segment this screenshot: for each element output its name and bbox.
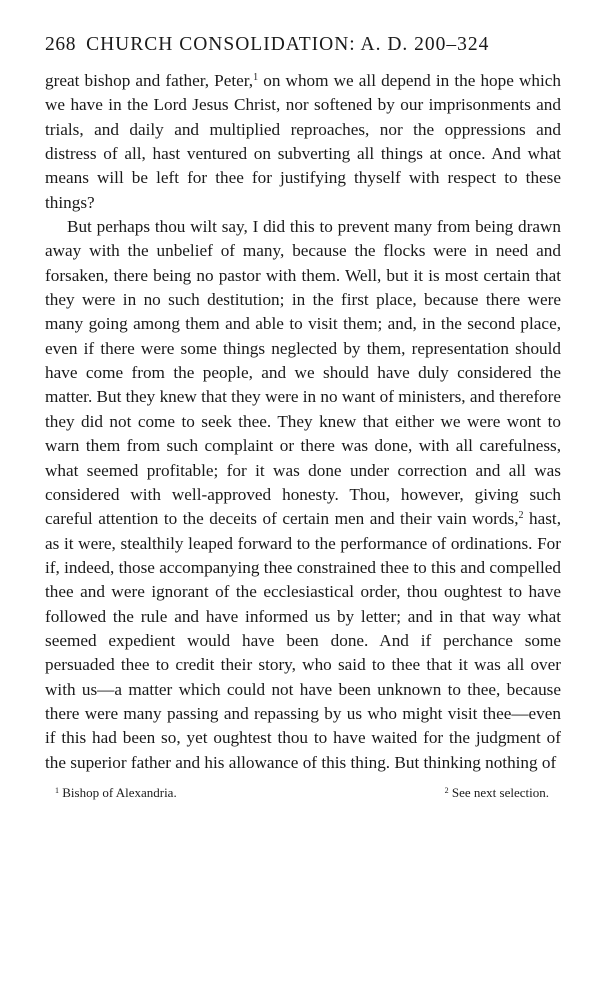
text-run: hast, as it were, stealthily leaped forward to the performance of ordinations. For if, indeed, those accompanying thee constrained thee to this and compelled thee and were ignorant of the ecclesiastical order, thou oughtest to have followed the rule and have informed us by letter; and in that way what seemed expedient would have been done. And if perchance some persuaded thee to credit their story, who said to thee that it was all over with us—a matter which could not have been unknown to thee, because there were many passing and repassing by us who might visit thee—even if this had been so, yet oughtest thou to have waited for the judgment of the superior father and his allowance of this thing. But thinking nothing of <box>45 509 562 772</box>
paragraph <box>45 69 561 215</box>
book-page <box>45 34 561 801</box>
footnote-ref: 1 <box>253 72 259 83</box>
body-text <box>45 69 561 775</box>
footnote-marker: 1 <box>55 785 59 795</box>
text-run: on whom we all depend in the hope which we have in the Lord Jesus Christ, nor softened by our imprisonments and trials, and daily and multiplied reproaches, nor the oppressions and distress of all, hast ventured on subverting all things at once. And what means will be left for thee for justifying thyself with respect to these things? <box>45 71 561 212</box>
paragraph <box>45 215 561 775</box>
text-run: great bishop and father, Peter, <box>45 71 254 90</box>
footnote <box>445 785 549 801</box>
footnote-marker: 2 <box>444 785 449 795</box>
footnote-ref: 2 <box>518 510 524 522</box>
footnote-text: See next selection. <box>451 784 549 800</box>
footnote-text: Bishop of Alexandria. <box>62 784 177 800</box>
footnotes <box>45 785 561 801</box>
footnote <box>55 785 177 801</box>
running-head <box>45 34 561 56</box>
page-number: 268 <box>45 34 77 55</box>
text-run: But perhaps thou wilt say, I did this to prevent many from being drawn away with the unbelief of many, because the flocks were in need and forsaken, there being no pastor with them. Well, but it is most certain that they were in no such destitution; in the first place, because there were many going among them and able to visit them; and, in the second place, even if there were some things neglected by them, representation should have come from the people, and we should have duly considered the matter. But they knew that they were in no want of ministers, and therefore they did not come to seek thee. They knew that either we were wont to warn them from such complaint or there was done, with all carefulness, what seemed profitable; for it was done under correction and all was considered with well-approved honesty. Thou, however, giving such careful attention to the deceits of certain men and their vain words, <box>45 217 561 529</box>
running-title: CHURCH CONSOLIDATION: A. D. 200–324 <box>86 34 490 55</box>
